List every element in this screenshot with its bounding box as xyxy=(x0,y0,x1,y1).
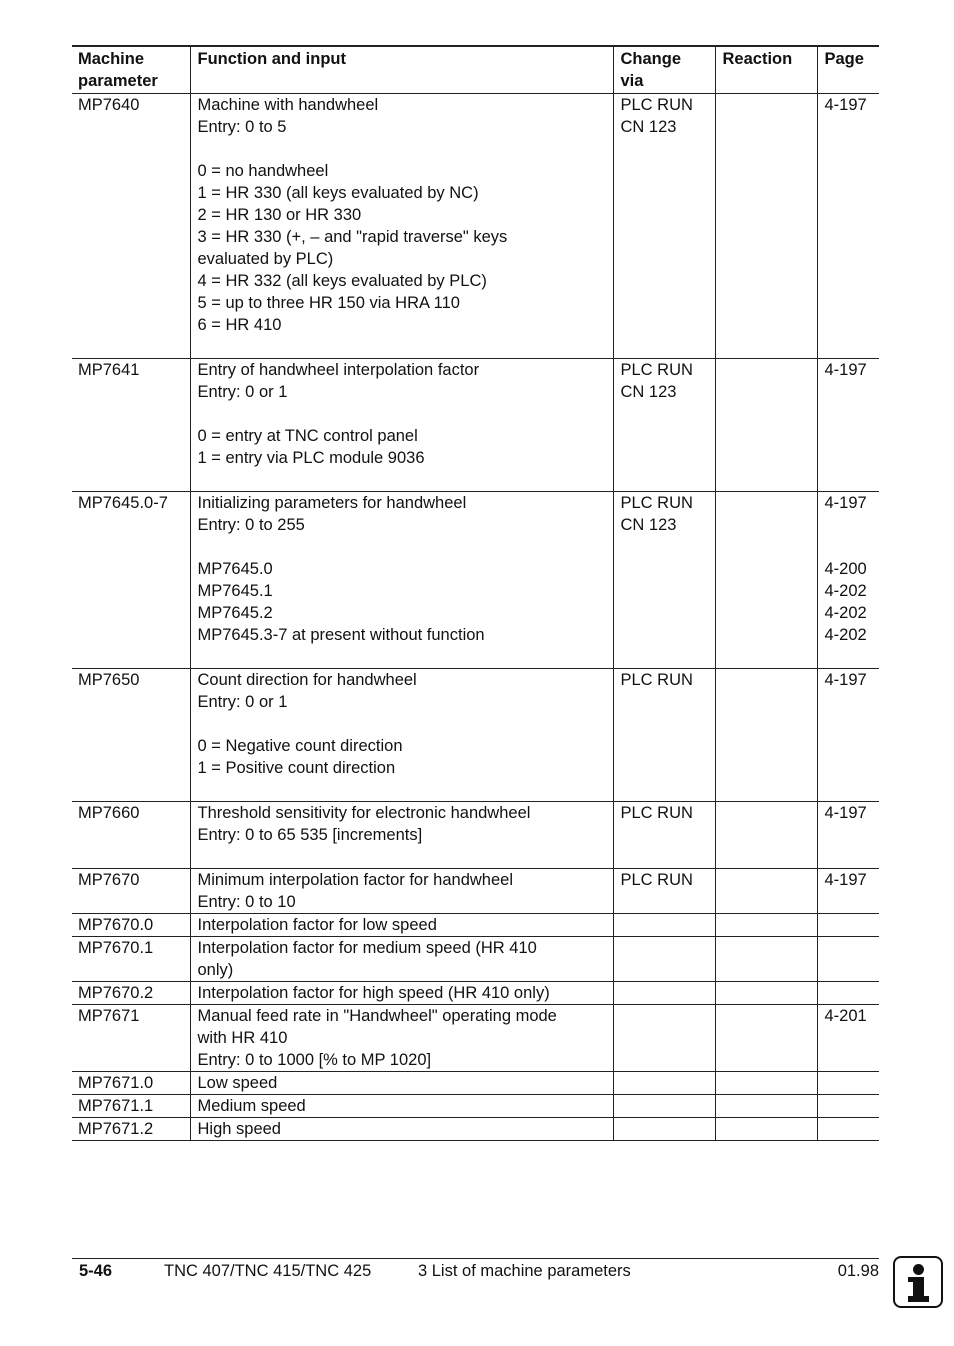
page-cell xyxy=(817,492,879,669)
param-cell xyxy=(72,982,190,1005)
cell-line: MP7650 xyxy=(78,671,140,689)
cell-line: evaluated by PLC) xyxy=(197,250,334,268)
function-cell xyxy=(190,359,613,492)
cell-line: MP7671 xyxy=(78,1007,140,1025)
change-via-cell xyxy=(613,1118,715,1141)
cell-line xyxy=(198,469,609,491)
reaction-cell xyxy=(715,802,817,869)
cell-line xyxy=(198,779,609,801)
cell-line: Entry: 0 to 65 535 [increments] xyxy=(197,826,423,844)
cell-line: MP7645.1 xyxy=(197,582,273,600)
param-cell xyxy=(72,1072,190,1095)
reaction-cell xyxy=(715,94,817,359)
footer-model: TNC 407/TNC 415/TNC 425 xyxy=(164,1262,372,1280)
page-cell xyxy=(817,937,879,982)
table-row xyxy=(72,492,879,669)
param-cell xyxy=(72,359,190,492)
cell-line: PLC RUN xyxy=(620,671,693,689)
cell-line: PLC RUN xyxy=(620,494,693,512)
table-row xyxy=(72,1095,879,1118)
cell-line: Entry: 0 to 1000 [% to MP 1020] xyxy=(197,1051,432,1069)
page-cell xyxy=(817,1005,879,1072)
cell-line: Entry of handwheel interpolation factor xyxy=(197,361,480,379)
cell-line: 1 = entry via PLC module 9036 xyxy=(197,449,425,467)
change-via-cell xyxy=(613,1005,715,1072)
cell-line: 4-202 xyxy=(824,626,867,644)
cell-line: 3 = HR 330 (+, – and "rapid traverse" keys xyxy=(197,228,508,246)
reaction-cell xyxy=(715,1072,817,1095)
cell-line: Entry: 0 to 255 xyxy=(197,516,305,534)
cell-line: 4-200 xyxy=(824,560,867,578)
table-row xyxy=(72,359,879,492)
cell-line: 4-197 xyxy=(824,96,867,114)
function-cell xyxy=(190,94,613,359)
table-row xyxy=(72,802,879,869)
function-cell xyxy=(190,982,613,1005)
cell-line: Interpolation factor for high speed (HR 410 only) xyxy=(197,984,550,1002)
cell-line: Interpolation factor for medium speed (HR 410 xyxy=(197,939,537,957)
param-cell xyxy=(72,669,190,802)
cell-line: 4-197 xyxy=(824,871,867,889)
cell-line: Interpolation factor for low speed xyxy=(197,916,437,934)
cell-line: MP7660 xyxy=(78,804,140,822)
cell-line: MP7670.2 xyxy=(78,984,154,1002)
cell-line: Initializing parameters for handwheel xyxy=(197,494,467,512)
table-row xyxy=(72,869,879,914)
cell-line: Machine with handwheel xyxy=(197,96,379,114)
cell-line: 4-197 xyxy=(824,804,867,822)
page-footer xyxy=(72,1258,879,1280)
cell-line xyxy=(198,846,609,868)
page-cell xyxy=(817,1095,879,1118)
header-reaction xyxy=(715,46,817,94)
function-cell xyxy=(190,914,613,937)
page-cell xyxy=(817,914,879,937)
page-cell xyxy=(817,982,879,1005)
cell-line: High speed xyxy=(197,1120,281,1138)
cell-line: 1 = HR 330 (all keys evaluated by NC) xyxy=(197,184,479,202)
table-row xyxy=(72,1118,879,1141)
machine-parameter-table xyxy=(72,45,879,1141)
change-via-cell xyxy=(613,914,715,937)
change-via-cell xyxy=(613,802,715,869)
change-via-cell xyxy=(613,94,715,359)
cell-line: 1 = Positive count direction xyxy=(197,759,396,777)
function-cell xyxy=(190,669,613,802)
cell-line: 0 = entry at TNC control panel xyxy=(197,427,418,445)
header-line: Change xyxy=(620,50,682,68)
cell-line: MP7670.1 xyxy=(78,939,154,957)
cell-line: 0 = Negative count direction xyxy=(197,737,403,755)
cell-line: PLC RUN xyxy=(620,361,693,379)
reaction-cell xyxy=(715,492,817,669)
table-row xyxy=(72,982,879,1005)
reaction-cell xyxy=(715,1005,817,1072)
change-via-cell xyxy=(613,982,715,1005)
param-cell xyxy=(72,802,190,869)
cell-line xyxy=(825,514,876,536)
function-cell xyxy=(190,492,613,669)
cell-line: 4-197 xyxy=(824,671,867,689)
table-body xyxy=(72,94,879,1141)
info-icon xyxy=(893,1256,943,1308)
cell-line: MP7645.0-7 xyxy=(78,494,168,512)
cell-line: with HR 410 xyxy=(197,1029,288,1047)
header-line: via xyxy=(620,72,644,90)
change-via-cell xyxy=(613,492,715,669)
table-row xyxy=(72,1072,879,1095)
param-cell xyxy=(72,869,190,914)
function-cell xyxy=(190,802,613,869)
cell-line: CN 123 xyxy=(620,383,677,401)
table-row xyxy=(72,1005,879,1072)
cell-line xyxy=(198,713,609,735)
reaction-cell xyxy=(715,937,817,982)
cell-line: PLC RUN xyxy=(620,96,693,114)
header-function-input xyxy=(190,46,613,94)
cell-line: Entry: 0 or 1 xyxy=(197,383,288,401)
cell-line: 4-202 xyxy=(824,604,867,622)
reaction-cell xyxy=(715,869,817,914)
cell-line: CN 123 xyxy=(620,118,677,136)
cell-line: 4-197 xyxy=(824,494,867,512)
param-cell xyxy=(72,937,190,982)
cell-line xyxy=(825,536,876,558)
change-via-cell xyxy=(613,937,715,982)
param-cell xyxy=(72,1095,190,1118)
cell-line: 6 = HR 410 xyxy=(197,316,282,334)
cell-line xyxy=(198,138,609,160)
cell-line: MP7670 xyxy=(78,871,140,889)
cell-line: CN 123 xyxy=(620,516,677,534)
cell-line: MP7645.0 xyxy=(197,560,273,578)
param-cell xyxy=(72,492,190,669)
footer-date: 01.98 xyxy=(837,1262,879,1280)
cell-line: 4-201 xyxy=(824,1007,867,1025)
cell-line: MP7645.2 xyxy=(197,604,273,622)
function-cell xyxy=(190,1095,613,1118)
header-line: Function and input xyxy=(197,50,346,68)
page-cell xyxy=(817,869,879,914)
cell-line: PLC RUN xyxy=(620,871,693,889)
footer-page-number: 5-46 xyxy=(79,1262,113,1280)
page-cell xyxy=(817,1118,879,1141)
cell-line: 0 = no handwheel xyxy=(197,162,329,180)
function-cell xyxy=(190,1005,613,1072)
header-line: Page xyxy=(824,50,864,68)
function-cell xyxy=(190,1118,613,1141)
change-via-cell xyxy=(613,1072,715,1095)
header-line: Reaction xyxy=(722,50,793,68)
cell-line: Threshold sensitivity for electronic handwheel xyxy=(197,804,531,822)
change-via-cell xyxy=(613,359,715,492)
cell-line: Entry: 0 to 10 xyxy=(197,893,296,911)
cell-line: MP7670.0 xyxy=(78,916,154,934)
header-line: parameter xyxy=(78,72,158,90)
reaction-cell xyxy=(715,982,817,1005)
table-row xyxy=(72,914,879,937)
page-cell xyxy=(817,1072,879,1095)
cell-line: Manual feed rate in "Handwheel" operating mode xyxy=(197,1007,557,1025)
cell-line: Medium speed xyxy=(197,1097,306,1115)
function-cell xyxy=(190,937,613,982)
cell-line: MP7671.1 xyxy=(78,1097,154,1115)
cell-line xyxy=(198,403,609,425)
cell-line xyxy=(198,536,609,558)
reaction-cell xyxy=(715,359,817,492)
header-page xyxy=(817,46,879,94)
cell-line: 4-197 xyxy=(824,361,867,379)
cell-line: 4 = HR 332 (all keys evaluated by PLC) xyxy=(197,272,487,290)
header-change-via xyxy=(613,46,715,94)
cell-line xyxy=(198,646,609,668)
cell-line: MP7671.2 xyxy=(78,1120,154,1138)
cell-line: MP7641 xyxy=(78,361,140,379)
param-cell xyxy=(72,94,190,359)
table-header-row xyxy=(72,46,879,94)
param-cell xyxy=(72,1118,190,1141)
cell-line: Entry: 0 to 5 xyxy=(197,118,287,136)
reaction-cell xyxy=(715,669,817,802)
table-row xyxy=(72,94,879,359)
cell-line: 4-202 xyxy=(824,582,867,600)
function-cell xyxy=(190,1072,613,1095)
cell-line: Count direction for handwheel xyxy=(197,671,417,689)
cell-line: PLC RUN xyxy=(620,804,693,822)
reaction-cell xyxy=(715,1095,817,1118)
cell-line: Low speed xyxy=(197,1074,278,1092)
reaction-cell xyxy=(715,914,817,937)
page-cell xyxy=(817,669,879,802)
cell-line: MP7645.3-7 at present without function xyxy=(197,626,485,644)
change-via-cell xyxy=(613,869,715,914)
cell-line xyxy=(198,336,609,358)
page-cell xyxy=(817,359,879,492)
header-line: Machine xyxy=(78,50,145,68)
cell-line: 2 = HR 130 or HR 330 xyxy=(197,206,362,224)
cell-line: MP7671.0 xyxy=(78,1074,154,1092)
footer-section: 3 List of machine parameters xyxy=(418,1262,631,1280)
param-cell xyxy=(72,914,190,937)
page-cell xyxy=(817,802,879,869)
page-cell xyxy=(817,94,879,359)
cell-line: 5 = up to three HR 150 via HRA 110 xyxy=(197,294,460,312)
function-cell xyxy=(190,869,613,914)
cell-line: MP7640 xyxy=(78,96,140,114)
cell-line: only) xyxy=(197,961,234,979)
cell-line: Entry: 0 or 1 xyxy=(197,693,288,711)
cell-line: Minimum interpolation factor for handwheel xyxy=(197,871,513,889)
reaction-cell xyxy=(715,1118,817,1141)
change-via-cell xyxy=(613,1095,715,1118)
header-machine-parameter xyxy=(72,46,190,94)
param-cell xyxy=(72,1005,190,1072)
table-row xyxy=(72,937,879,982)
change-via-cell xyxy=(613,669,715,802)
table-row xyxy=(72,669,879,802)
